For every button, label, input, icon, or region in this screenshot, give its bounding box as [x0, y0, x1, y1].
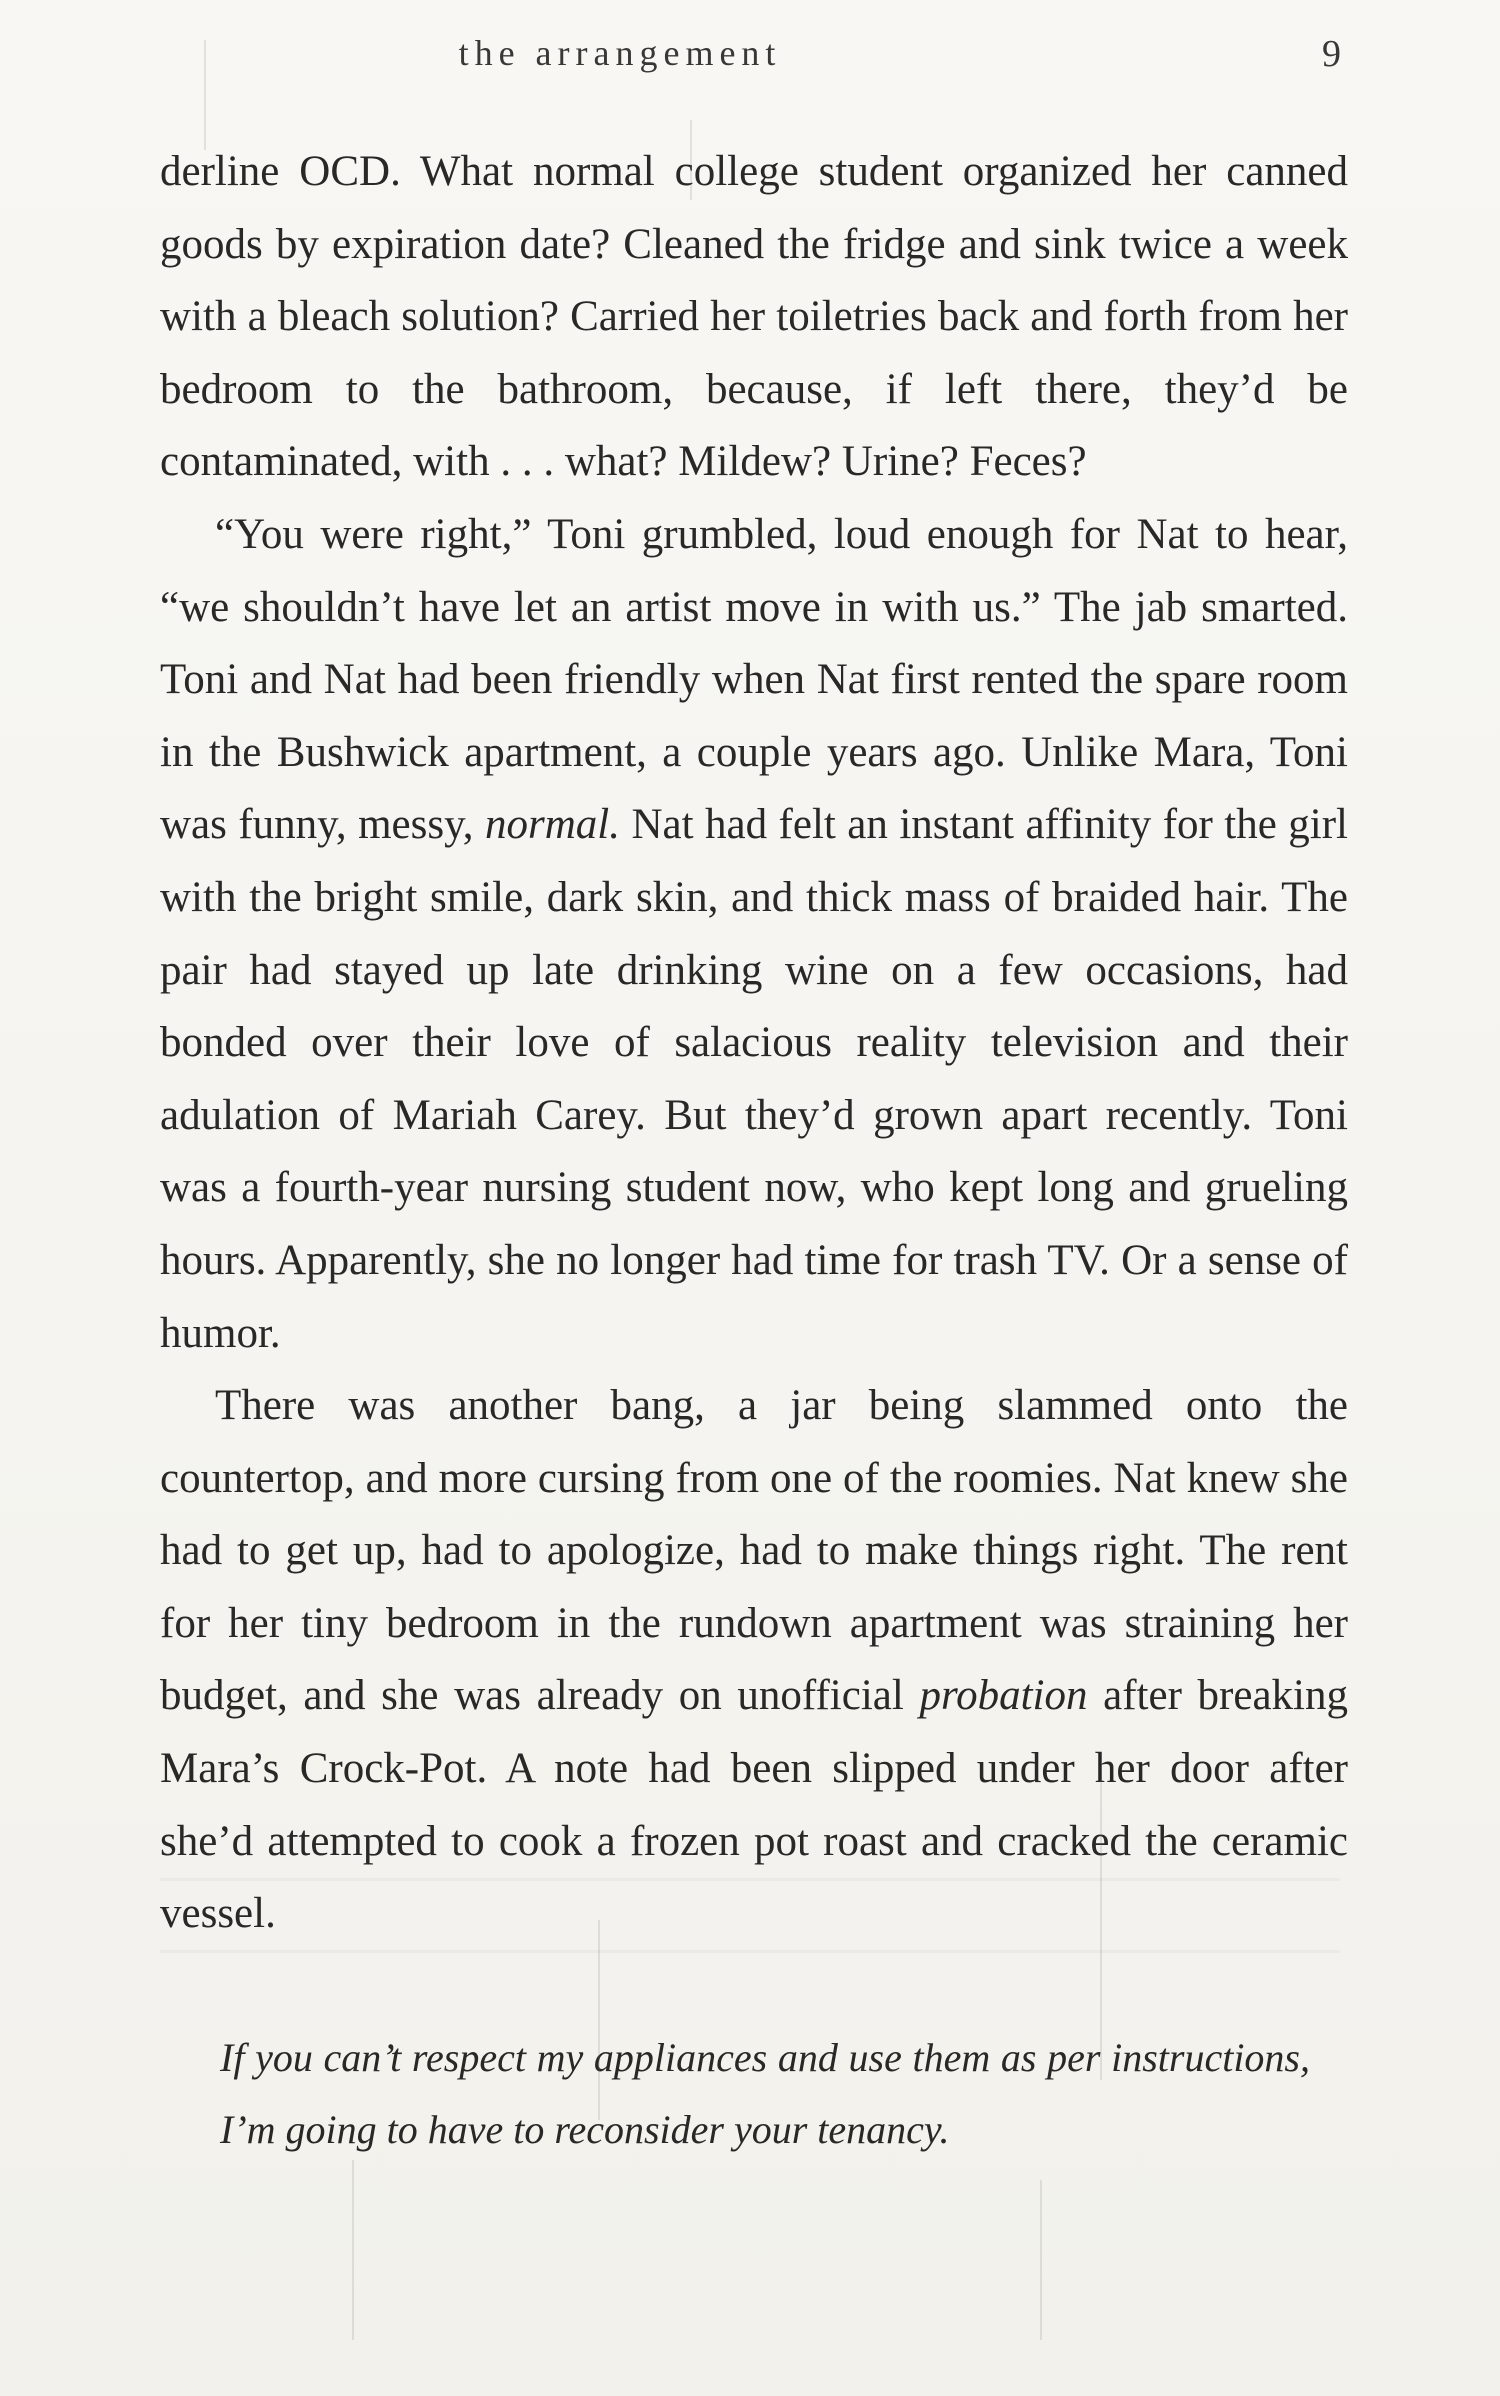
paragraph-2: [160, 499, 1348, 1370]
scan-artifact: [160, 1878, 1340, 1881]
paragraph-3: [160, 1370, 1348, 1951]
text-segment: derline OCD. What normal college student organized her canned goods by expiration date? Cleaned the fridge and sink twice a week with a bleach solution? Carried her toiletries back and forth from her bedroom to the bathroom, because, if left there, they’d be contaminated, with . . . what? Mildew? Urine? Feces?: [160, 148, 1348, 486]
body-text: [160, 136, 1348, 1951]
scan-artifact: [1040, 2180, 1042, 2340]
note-quote: If you can’t respect my appliances and use them as per instructions, I’m going to have to reconsider your tenancy.: [220, 2035, 1310, 2152]
page-number: 9: [1322, 33, 1341, 75]
paragraph-1: [160, 136, 1348, 499]
text-segment: “You were right,” Toni grumbled, loud enough for Nat to hear, “we shouldn’t have let an artist move in with us.” The jab smarted. Toni and Nat had been friendly when Nat first rented the spare room in the Bushwick apartment, a couple years ago. Unlike Mara, Toni was funny, messy,: [160, 510, 1348, 849]
text-segment: There was another bang, a jar being slammed onto the countertop, and more cursing from one of the roomies. Nat knew she had to get up, had to apologize, had to make things right. The rent for her tiny bedroom in the rundown apartment was straining her budget, and she was already on unofficial: [160, 1382, 1348, 1720]
scan-artifact: [690, 120, 692, 200]
italic-text: normal.: [485, 801, 620, 849]
scan-artifact: [352, 2160, 354, 2340]
scan-artifact: [1100, 1780, 1102, 2080]
scan-artifact: [204, 40, 206, 150]
scan-artifact: [160, 1950, 1340, 1953]
book-title: the arrangement: [458, 33, 782, 73]
italic-text: probation: [919, 1672, 1088, 1720]
text-segment: after breaking Mara’s Crock-Pot. A note had been slipped under her door after she’d attempted to cook a frozen pot roast and cracked the ceramic vessel.: [160, 1672, 1348, 1938]
running-head: [0, 32, 1500, 82]
text-segment: Nat had felt an instant affinity for the girl with the bright smile, dark skin, and thick mass of braided hair. The pair had stayed up late drinking wine on a few occasions, had bonded over their love of salacious reality television and their adulation of Mariah Carey. But they’d grown apart recently. Toni was a fourth-year nursing student now, who kept long and grueling hours. Apparently, she no longer had time for trash TV. Or a sense of humor.: [160, 801, 1349, 1357]
